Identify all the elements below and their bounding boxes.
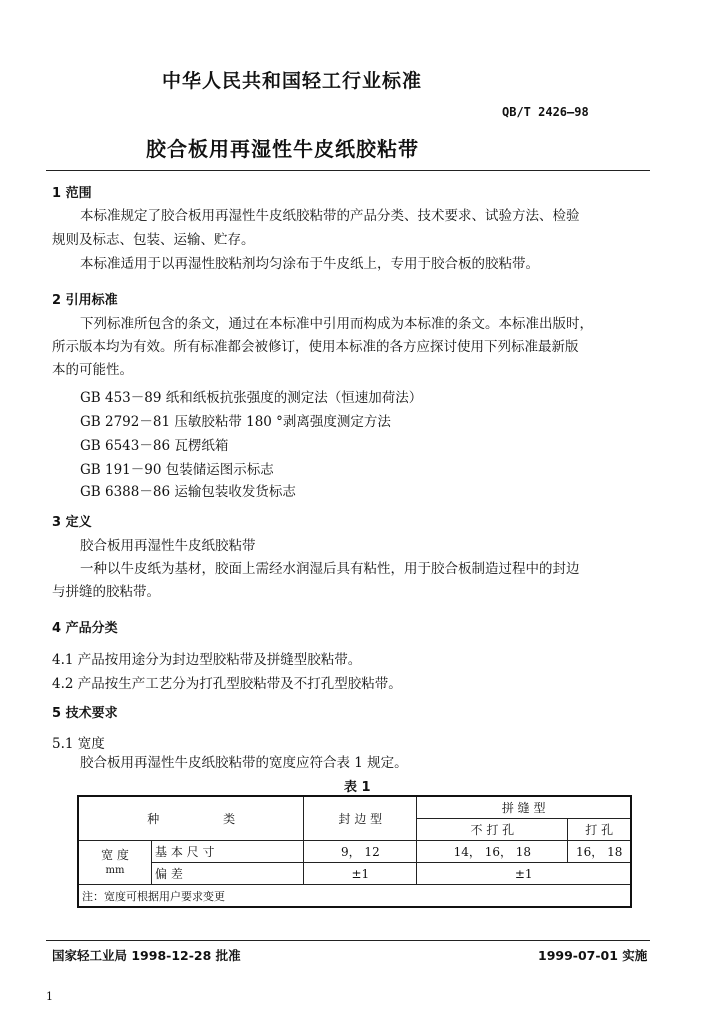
table-header-budakong: 不 打 孔: [417, 819, 568, 841]
table-header-fengbian: 封 边 型: [304, 796, 417, 841]
section-2-heading: 2 引用标准: [52, 293, 118, 308]
section-3-term: 胶合板用再湿性牛皮纸胶粘带: [80, 538, 256, 554]
table-cell-deviation-fengbian: ±1: [304, 863, 417, 885]
table-cell-deviation-pinfeng: ±1: [417, 863, 631, 885]
document-title: 胶合板用再湿性牛皮纸胶粘带: [146, 137, 419, 161]
section-1-heading: 1 范围: [52, 186, 92, 201]
reference-item: GB 2792－81 压敏胶粘带 180 °剥离强度测定方法: [80, 414, 391, 430]
implementation-date: 1999-07-01 实施: [538, 948, 648, 963]
width-table: [77, 795, 632, 908]
section-3-para-1b: 与拼缝的胶粘带。: [52, 584, 160, 600]
width-unit: mm: [105, 864, 125, 876]
page-number: 1: [46, 990, 53, 1003]
table-cell-basic-fengbian: 9， 12: [304, 841, 417, 863]
section-3-para-1a: 一种以牛皮纸为基材，胶面上需经水润湿后具有粘性，用于胶合板制造过程中的封边: [80, 561, 580, 577]
section-4-heading: 4 产品分类: [52, 621, 118, 636]
table-note: 注：宽度可根据用户要求变更: [78, 885, 631, 908]
reference-item: GB 6543－86 瓦楞纸箱: [80, 438, 229, 454]
section-4-item-1: 4.1 产品按用途分为封边型胶粘带及拼缝型胶粘带。: [52, 652, 362, 668]
table-cell-basic-dakong: 16， 18: [568, 841, 631, 863]
section-1-para-1a: 本标准规定了胶合板用再湿性牛皮纸胶粘带的产品分类、技术要求、试验方法、检验: [80, 208, 580, 224]
section-1-para-1b: 规则及标志、包装、运输、贮存。: [52, 232, 255, 248]
reference-item: GB 191－90 包装储运图示标志: [80, 462, 274, 478]
approval-date: 国家轻工业局 1998-12-28 批准: [52, 948, 241, 963]
section-3-heading: 3 定义: [52, 515, 92, 530]
table-header-type: [78, 796, 304, 841]
table-header-zhong: 种: [147, 812, 160, 826]
standard-category-title: 中华人民共和国轻工行业标准: [162, 70, 423, 92]
table-header-lei: 类: [223, 812, 236, 826]
footer-rule: [46, 940, 650, 941]
section-4-item-2: 4.2 产品按生产工艺分为打孔型胶粘带及不打孔型胶粘带。: [52, 676, 402, 692]
table-row-width-label: [78, 841, 152, 885]
section-2-para-1c: 本的可能性。: [52, 362, 133, 378]
table-caption: 表 1: [344, 780, 371, 795]
table-row-basic-size-label: 基 本 尺 寸: [152, 841, 304, 863]
table-header-dakong: 打 孔: [568, 819, 631, 841]
section-5-1-para: 胶合板用再湿性牛皮纸胶粘带的宽度应符合表 1 规定。: [80, 755, 408, 771]
section-2-para-1b: 所示版本均为有效。所有标准都会被修订，使用本标准的各方应探讨使用下列标准最新版: [52, 339, 579, 355]
standard-code: QB/T 2426—98: [502, 105, 589, 119]
table-row-deviation-label: 偏 差: [152, 863, 304, 885]
section-5-heading: 5 技术要求: [52, 706, 118, 721]
table-cell-basic-budakong: 14， 16， 18: [417, 841, 568, 863]
table-header-pinfeng: 拼 缝 型: [417, 796, 631, 819]
section-1-para-2: 本标准适用于以再湿性胶粘剂均匀涂布于牛皮纸上，专用于胶合板的胶粘带。: [80, 256, 539, 272]
width-label: 宽 度: [101, 847, 129, 862]
reference-item: GB 6388－86 运输包装收发货标志: [80, 484, 296, 500]
section-2-para-1a: 下列标准所包含的条文，通过在本标准中引用而构成为本标准的条文。本标准出版时，: [80, 316, 593, 332]
header-rule: [46, 170, 650, 171]
section-5-1-heading: 5.1 宽度: [52, 736, 105, 752]
reference-item: GB 453－89 纸和纸板抗张强度的测定法（恒速加荷法）: [80, 390, 423, 406]
